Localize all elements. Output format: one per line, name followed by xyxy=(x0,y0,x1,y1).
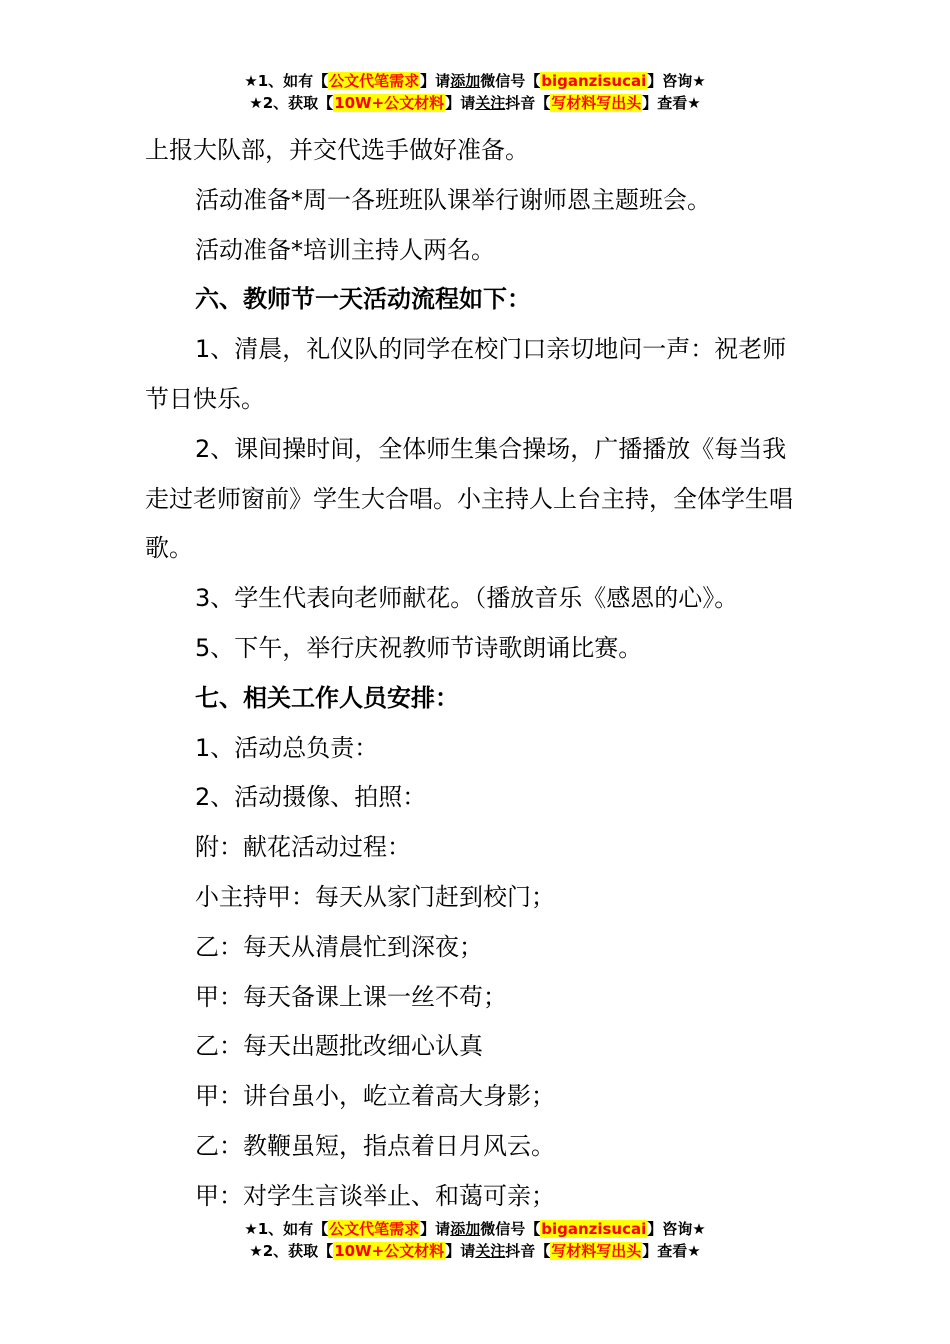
promo-line-2: ★2、获取【10W+公文材料】请关注抖音【写材料写出头】查看★ xyxy=(249,1242,701,1260)
paragraph: 1、活动总负责： xyxy=(195,733,379,762)
section-heading: 六、教师节一天活动流程如下： xyxy=(195,285,531,314)
promo-line-1: ★1、如有【公文代笔需求】请添加微信号【biganzisucai】咨询★ xyxy=(244,1220,706,1238)
promo-banner-top xyxy=(0,70,950,114)
wechat-id-highlight: biganzisucai xyxy=(541,1220,647,1238)
paragraph: 1、清晨，礼仪队的同学在校门口亲切地问一声：祝老师节日快乐。 xyxy=(145,335,787,413)
paragraph: 上报大队部，并交代选手做好准备。 xyxy=(145,136,529,164)
douyin-account-highlight: 写材料写出头 xyxy=(551,1242,642,1260)
dialogue-line: 乙：每天出题批改细心认真 xyxy=(195,1032,483,1061)
section-heading: 七、相关工作人员安排： xyxy=(195,683,459,712)
paragraph: 活动准备*周一各班班队课举行谢师恩主题班会。 xyxy=(195,185,711,214)
promo-highlight: 公文代笔需求 xyxy=(329,72,420,90)
paragraph: 2、活动摄像、拍照： xyxy=(195,783,427,812)
promo-banner-bottom xyxy=(0,1218,950,1262)
promo-line-1: ★1、如有【公文代笔需求】请添加微信号【biganzisucai】咨询★ xyxy=(244,72,706,90)
paragraph: 5、下午，举行庆祝教师节诗歌朗诵比赛。 xyxy=(195,633,643,662)
paragraph: 3、学生代表向老师献花。（播放音乐《感恩的心》。 xyxy=(195,584,739,613)
paragraph: 2、课间操时间，全体师生集合操场，广播播放《每当我走过老师窗前》学生大合唱。小主持人上台主持，全体学生唱歌。 xyxy=(145,434,793,563)
wechat-id-highlight: biganzisucai xyxy=(541,72,647,90)
dialogue-line: 乙：教鞭虽短，指点着日月风云。 xyxy=(195,1131,555,1160)
promo-highlight: 公文代笔需求 xyxy=(329,1220,420,1238)
dialogue-line: 甲：讲台虽小，屹立着高大身影； xyxy=(195,1082,555,1111)
dialogue-line: 乙：每天从清晨忙到深夜； xyxy=(195,932,483,961)
dialogue-line: 甲：每天备课上课一丝不苟； xyxy=(195,982,507,1011)
paragraph: 活动准备*培训主持人两名。 xyxy=(195,235,495,264)
promo-highlight: 10W+公文材料 xyxy=(334,1242,445,1260)
paragraph: 附：献花活动过程： xyxy=(195,833,411,862)
promo-line-2: ★2、获取【10W+公文材料】请关注抖音【写材料写出头】查看★ xyxy=(249,94,701,112)
document-body xyxy=(145,126,810,1222)
promo-highlight: 10W+公文材料 xyxy=(334,94,445,112)
dialogue-line: 甲：对学生言谈举止、和蔼可亲； xyxy=(195,1181,555,1210)
douyin-account-highlight: 写材料写出头 xyxy=(551,94,642,112)
dialogue-line: 小主持甲：每天从家门赶到校门； xyxy=(195,882,555,911)
